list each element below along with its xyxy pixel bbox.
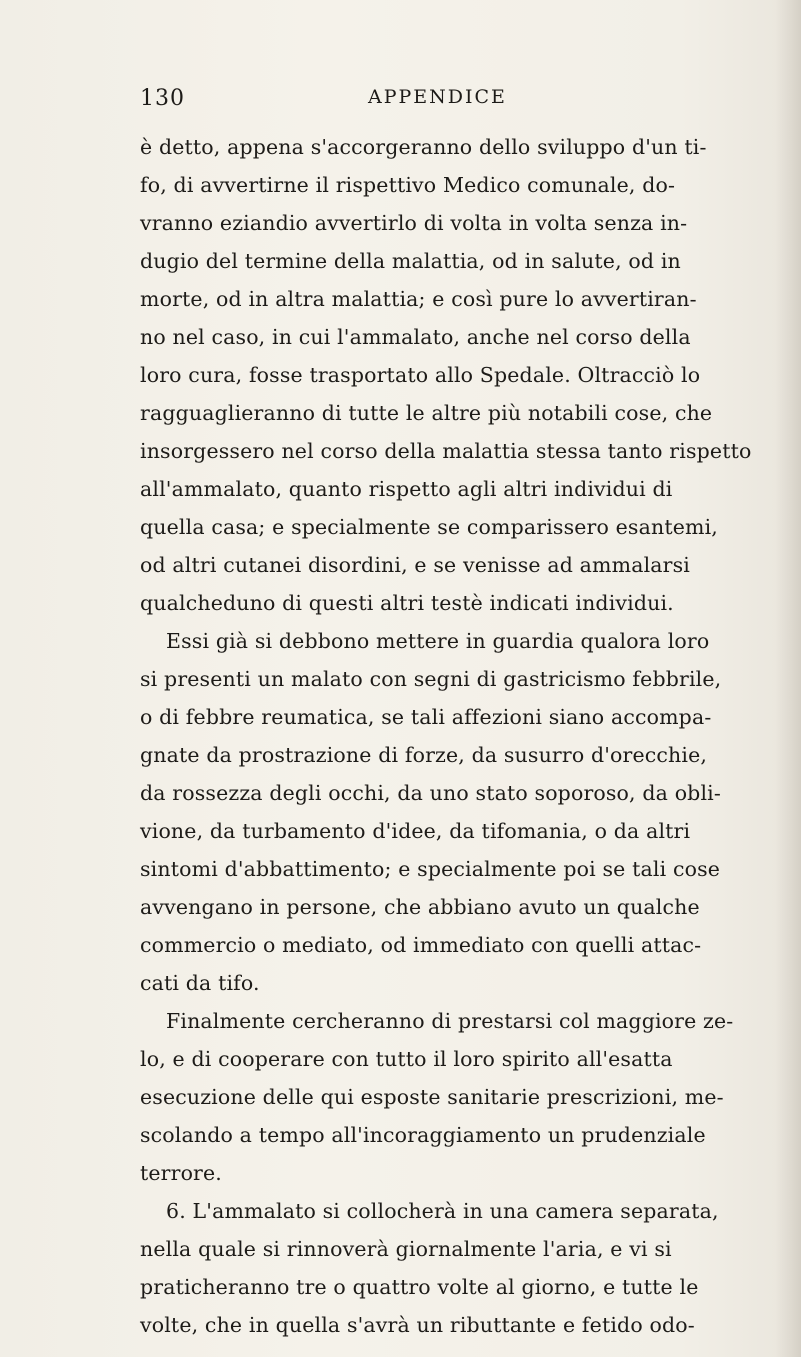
text-line: ragguaglieranno di tutte le altre più notabili cose, che (140, 401, 713, 425)
text-line: avvengano in persone, che abbiano avuto un qualche (140, 895, 700, 919)
text-line: volte, che in quella s'avrà un ributtante e fetido odo- (140, 1313, 695, 1337)
text-line: lo, e di cooperare con tutto il loro spirito all'esatta (140, 1047, 673, 1071)
text-line: cati da tifo. (140, 971, 260, 995)
page-header (140, 86, 700, 120)
text-line: terrore. (140, 1161, 222, 1185)
text-line: scolando a tempo all'incoraggiamento un prudenziale (140, 1123, 706, 1147)
text-line: da rossezza degli occhi, da uno stato soporoso, da obli- (140, 781, 721, 805)
text-line: nella quale si rinnoverà giornalmente l'aria, e vi si (140, 1237, 672, 1261)
text-line: o di febbre reumatica, se tali affezioni siano accompa- (140, 705, 712, 729)
text-line: è detto, appena s'accorgeranno dello sviluppo d'un ti- (140, 135, 707, 159)
text-line: insorgessero nel corso della malattia stessa tanto rispetto (140, 439, 752, 463)
page-number: 130 (140, 86, 185, 111)
text-line: gnate da prostrazione di forze, da susurro d'orecchie, (140, 743, 708, 767)
text-line: praticheranno tre o quattro volte al giorno, e tutte le (140, 1275, 699, 1299)
text-line: no nel caso, in cui l'ammalato, anche nel corso della (140, 325, 691, 349)
text-line: si presenti un malato con segni di gastricismo febbrile, (140, 667, 722, 691)
body-text (140, 128, 792, 1344)
text-line: vranno eziandio avvertirlo di volta in volta senza in- (140, 211, 688, 235)
text-line: commercio o mediato, od immediato con quelli attac- (140, 933, 702, 957)
running-head: APPENDICE (368, 86, 507, 108)
text-line: 6. L'ammalato si collocherà in una camera separata, (166, 1199, 719, 1223)
text-line: quella casa; e specialmente se comparissero esantemi, (140, 515, 718, 539)
text-line: all'ammalato, quanto rispetto agli altri individui di (140, 477, 673, 501)
text-line: esecuzione delle qui esposte sanitarie prescrizioni, me- (140, 1085, 724, 1109)
text-line: morte, od in altra malattia; e così pure lo avvertiran- (140, 287, 697, 311)
text-line: fo, di avvertirne il rispettivo Medico comunale, do- (140, 173, 676, 197)
text-line: Essi già si debbono mettere in guardia qualora loro (166, 629, 710, 653)
text-line: qualcheduno di questi altri testè indicati individui. (140, 591, 674, 615)
text-line: dugio del termine della malattia, od in salute, od in (140, 249, 681, 273)
text-line: od altri cutanei disordini, e se venisse ad ammalarsi (140, 553, 690, 577)
text-line: vione, da turbamento d'idee, da tifomania, o da altri (140, 819, 691, 843)
text-line: Finalmente cercheranno di prestarsi col maggiore ze- (166, 1009, 734, 1033)
text-line: sintomi d'abbattimento; e specialmente poi se tali cose (140, 857, 721, 881)
text-line: loro cura, fosse trasportato allo Spedale. Oltracciò lo (140, 363, 701, 387)
